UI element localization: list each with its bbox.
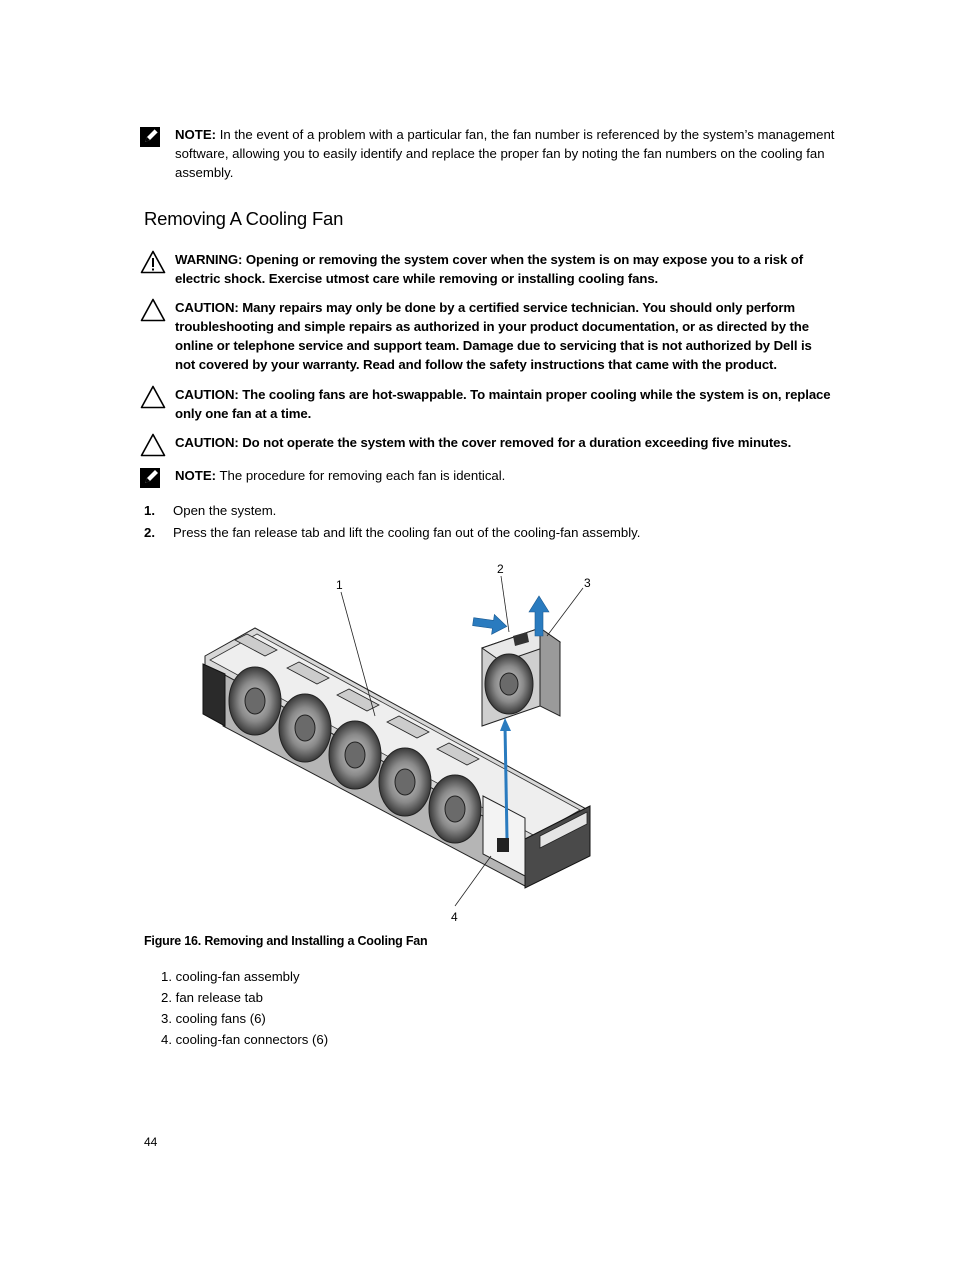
legend-item: 2. fan release tab <box>161 990 263 1005</box>
caution-text: CAUTION: The cooling fans are hot-swappable. To maintain proper cooling while the system is on, replace only one fan at a time. <box>175 387 831 421</box>
caution-triangle-icon <box>140 298 166 327</box>
note-body: In the event of a problem with a particular fan, the fan number is referenced by the system’s management software, allowing you to easily identify and replace the proper fan by noting the fan numbers on the cooling fan assembly. <box>175 127 835 180</box>
callout-4: 4 <box>451 910 458 924</box>
pencil-note-icon <box>140 466 162 493</box>
warning-text: WARNING: Opening or removing the system cover when the system is on may expose you to a risk of electric shock. Exercise utmost care while removing or installing cooling fans. <box>175 252 804 286</box>
fan-bay-1 <box>229 667 281 735</box>
fan-bay-4 <box>379 748 431 816</box>
note-text <box>175 125 840 182</box>
fan-connector <box>497 838 509 852</box>
step-number: 1. <box>144 503 155 518</box>
figure-caption: Figure 16. Removing and Installing a Cooling Fan <box>144 934 428 948</box>
fan-bay-5 <box>429 775 481 843</box>
figure-legend <box>161 966 328 1050</box>
pencil-note-icon <box>140 125 162 152</box>
fan-bay-3 <box>329 721 381 789</box>
caution-triangle-icon <box>140 433 166 462</box>
warning-triangle-icon <box>140 250 166 279</box>
step-text: Open the system. <box>173 503 277 518</box>
callout-2: 2 <box>497 562 504 576</box>
callout-1: 1 <box>336 578 343 592</box>
note-label: NOTE: <box>175 127 217 142</box>
caution-text: CAUTION: Do not operate the system with the cover removed for a duration exceeding five minutes. <box>175 435 792 450</box>
step-item <box>144 523 844 542</box>
note-body: The procedure for removing each fan is identical. <box>216 468 506 483</box>
fan-bay-2 <box>279 694 331 762</box>
legend-item: 1. cooling-fan assembly <box>161 969 300 984</box>
caution-text: CAUTION: Many repairs may only be done by a certified service technician. You should only perform troubleshooting and simple repairs as authorized in your product documentation, or as directed by the online or telephone service and support team. Damage due to servicing that is not authorized by Dell is not covered by your warranty. Read and follow the safety instructions that came with the product. <box>175 300 812 372</box>
removed-cooling-fan <box>482 628 560 726</box>
cooling-fan-illustration <box>195 556 615 928</box>
note-text <box>175 466 840 485</box>
step-item <box>144 501 844 520</box>
step-text: Press the fan release tab and lift the cooling fan out of the cooling-fan assembly. <box>173 525 641 540</box>
callout-3: 3 <box>584 576 591 590</box>
step-number: 2. <box>144 525 155 540</box>
caution-triangle-icon <box>140 385 166 414</box>
legend-item: 4. cooling-fan connectors (6) <box>161 1032 329 1047</box>
note-label: NOTE: <box>175 468 217 483</box>
section-title: Removing A Cooling Fan <box>144 208 344 229</box>
cooling-fan-figure <box>195 556 615 928</box>
note-block <box>140 125 840 185</box>
page-number: 44 <box>144 1135 158 1149</box>
legend-item: 3. cooling fans (6) <box>161 1011 266 1026</box>
